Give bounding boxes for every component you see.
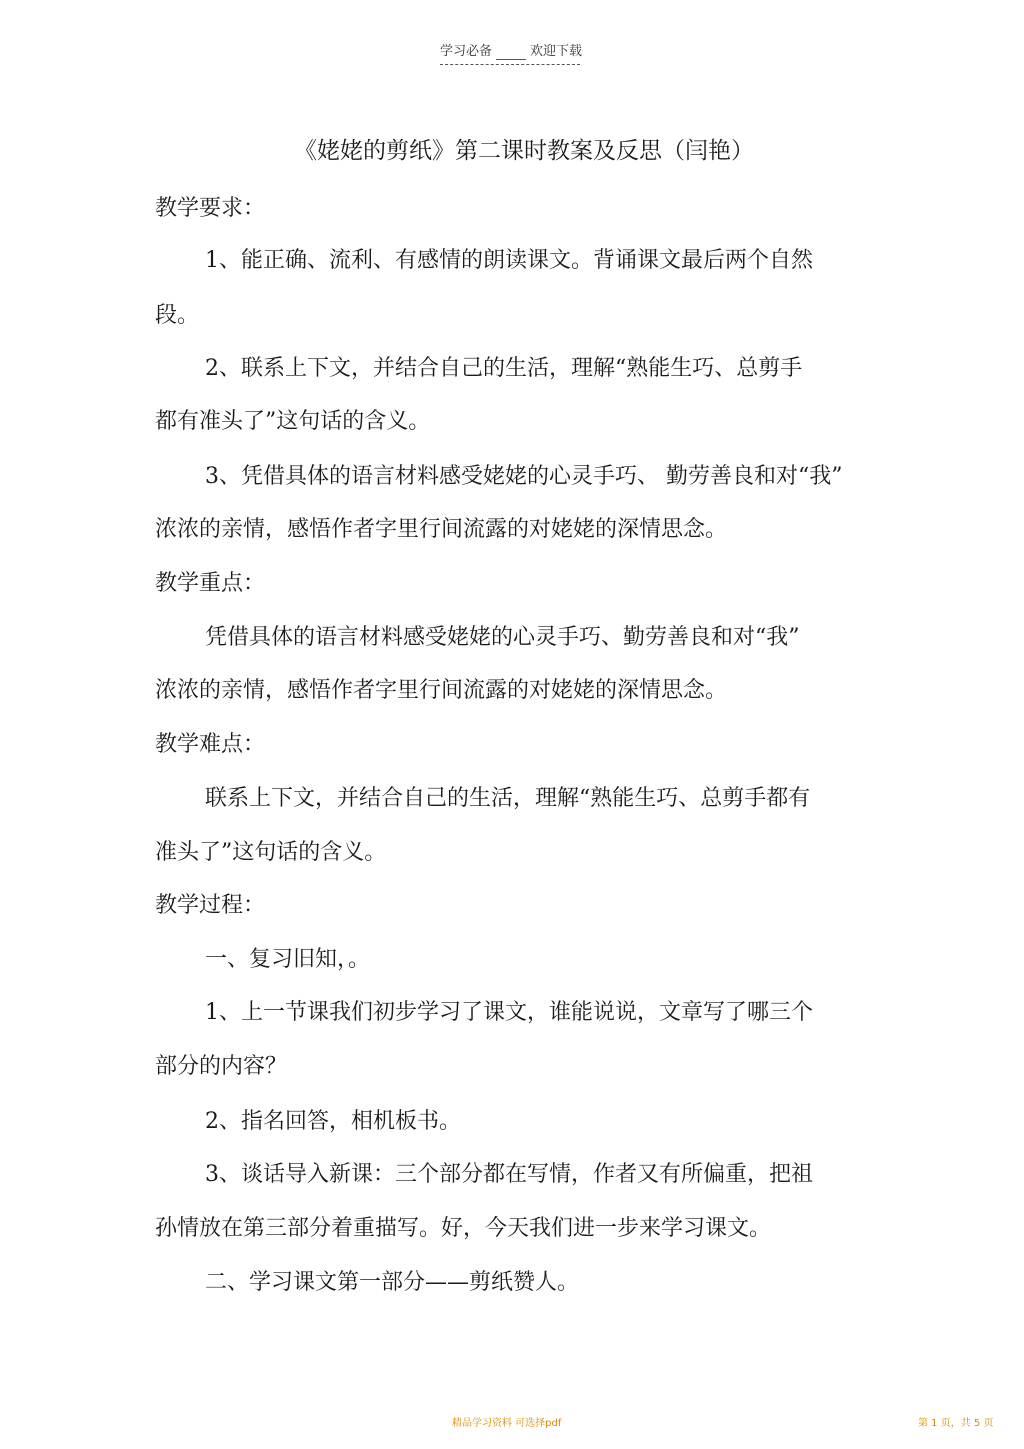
footer-left-text: 精品学习资料 可选择pdf bbox=[452, 1418, 562, 1429]
body-line: 浓浓的亲情，感悟作者字里行间流露的对姥姥的深情思念。 bbox=[155, 517, 728, 542]
footer-page-number: 第 1 页，共 5 页 bbox=[918, 1418, 994, 1429]
body-line: 3、凭借具体的语言材料感受姥姥的心灵手巧、 勤劳善良和对“我” bbox=[205, 464, 843, 489]
body-line: 2、指名回答，相机板书。 bbox=[205, 1109, 461, 1134]
section-heading-process: 教学过程： bbox=[155, 893, 266, 918]
body-line: 一、复习旧知，。 bbox=[205, 947, 371, 972]
body-line: 凭借具体的语言材料感受姥姥的心灵手巧、勤劳善良和对“我” bbox=[205, 625, 800, 650]
header-separator bbox=[496, 59, 526, 60]
header-right-text: 欢迎下载 bbox=[530, 44, 583, 59]
body-line: 二、学习课文第一部分——剪纸赞人。 bbox=[205, 1270, 580, 1295]
body-line: 浓浓的亲情，感悟作者字里行间流露的对姥姥的深情思念。 bbox=[155, 678, 728, 703]
section-heading-requirements: 教学要求： bbox=[155, 196, 266, 221]
body-line: 孙情放在第三部分着重描写。好，今天我们进一步来学习课文。 bbox=[155, 1216, 772, 1241]
body-line: 部分的内容？ bbox=[155, 1054, 288, 1079]
body-line: 准头了”这句话的含义。 bbox=[155, 840, 387, 865]
body-line: 联系上下文，并结合自己的生活，理解“熟能生巧、总剪手都有 bbox=[205, 786, 811, 811]
body-line: 1、上一节课我们初步学习了课文，谁能说说，文章写了哪三个 bbox=[205, 1000, 813, 1025]
header-left-text: 学习必备 bbox=[440, 44, 493, 59]
body-line: 都有准头了”这句话的含义。 bbox=[155, 409, 431, 434]
page-header bbox=[440, 44, 583, 65]
section-heading-difficulties: 教学难点： bbox=[155, 732, 266, 757]
body-line: 2、联系上下文，并结合自己的生活，理解“熟能生巧、总剪手 bbox=[205, 356, 803, 381]
body-line: 1、能正确、流利、有感情的朗读课文。背诵课文最后两个自然 bbox=[205, 248, 813, 273]
section-heading-key-points: 教学重点： bbox=[155, 571, 266, 596]
document-title: 《姥姥的剪纸》第二课时教案及反思（闫艳） bbox=[294, 138, 754, 164]
body-line: 段。 bbox=[155, 303, 200, 328]
body-line: 3、谈话导入新课：三个部分都在写情，作者又有所偏重，把祖 bbox=[205, 1162, 813, 1187]
